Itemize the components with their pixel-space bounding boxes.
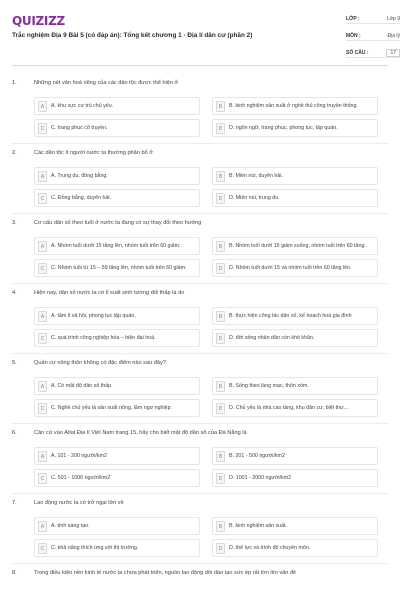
option-b[interactable]	[212, 447, 378, 465]
option-text: D. thể lực và trình độ chuyên môn.	[229, 545, 311, 552]
option-b[interactable]	[212, 237, 378, 255]
question-header	[12, 500, 388, 510]
option-text: B. kinh nghiệm sản xuất.	[229, 523, 288, 530]
option-d[interactable]	[212, 259, 378, 277]
question-text: Quần cư nông thôn không có đặc điểm nào sau đây?	[34, 360, 166, 366]
option-letter-badge: C	[38, 193, 47, 204]
option-c[interactable]	[34, 119, 200, 137]
option-letter-badge: D	[216, 193, 225, 204]
question-divider	[12, 423, 388, 424]
option-text: B. Sống theo làng mạc, thôn xóm.	[229, 383, 309, 390]
option-letter-badge: D	[216, 333, 225, 344]
option-letter-badge: A	[38, 101, 47, 112]
option-d[interactable]	[212, 119, 378, 137]
question-text: Cơ cấu dân số theo tuổi ở nước ta đang có sự thay đổi theo hướng	[34, 220, 202, 226]
question-1	[12, 80, 388, 132]
option-letter-badge: C	[38, 543, 47, 554]
question-text: Lao động nước ta có trở ngại lớn về	[34, 500, 124, 506]
option-letter-badge: D	[216, 403, 225, 414]
question-8	[12, 570, 388, 580]
question-divider	[12, 283, 388, 284]
option-text: D. ngôn ngữ, trang phục, phong tục, tập quán.	[229, 125, 338, 132]
question-divider	[12, 213, 388, 214]
question-text: Căn cứ vào Atlat Địa lí Việt Nam trang 15, hãy cho biết mật độ dân số của Đà Nẵng là	[34, 430, 247, 436]
option-b[interactable]	[212, 377, 378, 395]
question-number: 8.	[12, 570, 17, 576]
option-a[interactable]	[34, 307, 200, 325]
option-a[interactable]	[34, 237, 200, 255]
option-letter-badge: B	[216, 171, 225, 182]
question-number: 2.	[12, 150, 17, 156]
option-text: D. Nhóm tuổi dưới 15 và nhóm tuổi trên 60 tăng lên.	[229, 265, 352, 272]
option-letter-badge: C	[38, 403, 47, 414]
option-letter-badge: A	[38, 381, 47, 392]
option-c[interactable]	[34, 539, 200, 557]
question-header	[12, 220, 388, 230]
option-letter-badge: A	[38, 241, 47, 252]
option-text: D. Chủ yếu là nhà cao tầng, khu dân cư, biệt thự...	[229, 405, 348, 412]
question-number: 4.	[12, 290, 17, 296]
option-letter-badge: C	[38, 473, 47, 484]
question-divider	[12, 493, 388, 494]
option-text: A. Nhóm tuổi dưới 15 tăng lên, nhóm tuổi trên 60 giảm.	[51, 243, 181, 250]
option-letter-badge: B	[216, 381, 225, 392]
question-2	[12, 150, 388, 202]
option-c[interactable]	[34, 259, 200, 277]
option-text: D. Miền núi, trung du.	[229, 195, 280, 202]
header	[12, 0, 400, 66]
option-letter-badge: A	[38, 171, 47, 182]
option-text: A. tính sáng tạo.	[51, 523, 90, 530]
meta-count	[346, 48, 400, 58]
option-b[interactable]	[212, 97, 378, 115]
question-4	[12, 290, 388, 342]
option-letter-badge: B	[216, 451, 225, 462]
option-letter-badge: C	[38, 263, 47, 274]
question-divider	[12, 143, 388, 144]
option-text: B. 201 - 500 người/km2	[229, 453, 285, 460]
option-d[interactable]	[212, 399, 378, 417]
question-7	[12, 500, 388, 552]
question-text: Trong điều kiện nền kinh tế nước ta chưa phát triển, nguồn lao động dồi dào tạo sức ép rất lớn lên vấn đề	[34, 570, 297, 576]
option-text: B. kinh nghiệm sản xuất ở nghề thủ công truyền thống.	[229, 103, 358, 110]
option-text: C. 501 - 1000 người/km2	[51, 475, 111, 482]
question-number: 3.	[12, 220, 17, 226]
option-letter-badge: A	[38, 521, 47, 532]
option-c[interactable]	[34, 329, 200, 347]
option-c[interactable]	[34, 399, 200, 417]
option-b[interactable]	[212, 167, 378, 185]
question-3	[12, 220, 388, 272]
option-text: A. khu vực cư trú chủ yếu.	[51, 103, 114, 110]
option-a[interactable]	[34, 97, 200, 115]
question-header	[12, 150, 388, 160]
question-divider	[12, 563, 388, 564]
option-letter-badge: B	[216, 241, 225, 252]
option-text: A. Trung du, đồng bằng.	[51, 173, 108, 180]
option-text: A. tâm lí xã hội, phong tục tập quán.	[51, 313, 136, 320]
meta-grade-label: LỚP :	[346, 15, 360, 22]
option-text: B. Nhóm tuổi dưới 15 giảm xuống, nhóm tuổi trên 60 tăng.	[229, 243, 366, 250]
question-text: Các dân tộc ít người nước ta thường phân bố ở	[34, 150, 153, 156]
option-letter-badge: D	[216, 473, 225, 484]
question-header	[12, 360, 388, 370]
meta-count-value: 17	[386, 49, 400, 57]
option-text: C. quá trình công nghiệp hóa – hiện đại hoá.	[51, 335, 156, 342]
option-text: A. Có mật độ dân số thấp.	[51, 383, 113, 390]
option-d[interactable]	[212, 469, 378, 487]
question-6	[12, 430, 388, 482]
option-text: C. trang phục cổ truyền.	[51, 125, 108, 132]
question-number: 5.	[12, 360, 17, 366]
question-divider	[12, 353, 388, 354]
option-text: C. Nghề chủ yếu là sản xuất nông, lâm ngư nghiệp.	[51, 405, 173, 412]
option-d[interactable]	[212, 189, 378, 207]
option-letter-badge: A	[38, 451, 47, 462]
option-letter-badge: D	[216, 543, 225, 554]
question-header	[12, 80, 388, 90]
meta-grade	[346, 14, 400, 24]
option-a[interactable]	[34, 517, 200, 535]
page-title: Trắc nghiệm Địa 9 Bài 5 (có đáp án): Tổng kết chương 1 - Địa lí dân cư (phần 2)	[12, 32, 253, 39]
option-text: C. Nhóm tuổi từ 15 – 59 tăng lên, nhóm tuổi trên 60 giảm.	[51, 265, 187, 272]
question-text: Hiện nay, dân số nước ta có tỉ suất sinh tương đối thấp là do	[34, 290, 185, 296]
question-header	[12, 570, 388, 580]
question-header	[12, 290, 388, 300]
option-text: C. khả năng thích ứng với thị trường.	[51, 545, 139, 552]
option-text: D. 1001 - 2000 người/km2	[229, 475, 292, 482]
quizizz-logo[interactable]: QUIZIZZ	[12, 14, 65, 28]
option-letter-badge: B	[216, 521, 225, 532]
question-header	[12, 430, 388, 440]
question-text: Những nét văn hoá riêng của các dân tộc được thể hiện ở	[34, 80, 179, 86]
option-letter-badge: B	[216, 311, 225, 322]
option-a[interactable]	[34, 447, 200, 465]
meta-subject	[346, 31, 400, 41]
question-number: 1.	[12, 80, 17, 86]
option-b[interactable]	[212, 307, 378, 325]
option-letter-badge: A	[38, 311, 47, 322]
meta-grade-value: Lớp 9	[386, 15, 400, 22]
option-text: A. 101 - 200 người/km2	[51, 453, 107, 460]
option-text: C. Đồng bằng, duyên hải.	[51, 195, 112, 202]
option-d[interactable]	[212, 329, 378, 347]
question-number: 6.	[12, 430, 17, 436]
option-a[interactable]	[34, 167, 200, 185]
option-letter-badge: C	[38, 123, 47, 134]
option-d[interactable]	[212, 539, 378, 557]
option-text: B. Miền núi, duyên hải.	[229, 173, 283, 180]
option-letter-badge: C	[38, 333, 47, 344]
meta-count-label: SỐ CÂU :	[346, 49, 369, 56]
option-letter-badge: D	[216, 263, 225, 274]
option-a[interactable]	[34, 377, 200, 395]
option-b[interactable]	[212, 517, 378, 535]
meta-subject-label: MÔN :	[346, 32, 361, 39]
option-c[interactable]	[34, 469, 200, 487]
quiz-meta	[346, 14, 400, 65]
question-5	[12, 360, 388, 412]
option-text: B. thực hiện công tác dân số, kế hoạch hoá gia đình	[229, 313, 352, 320]
option-c[interactable]	[34, 189, 200, 207]
option-text: D. đời sống nhân dân còn khó khăn.	[229, 335, 315, 342]
option-letter-badge: D	[216, 123, 225, 134]
meta-subject-value: Địa lý	[387, 32, 400, 39]
question-number: 7.	[12, 500, 17, 506]
option-letter-badge: B	[216, 101, 225, 112]
